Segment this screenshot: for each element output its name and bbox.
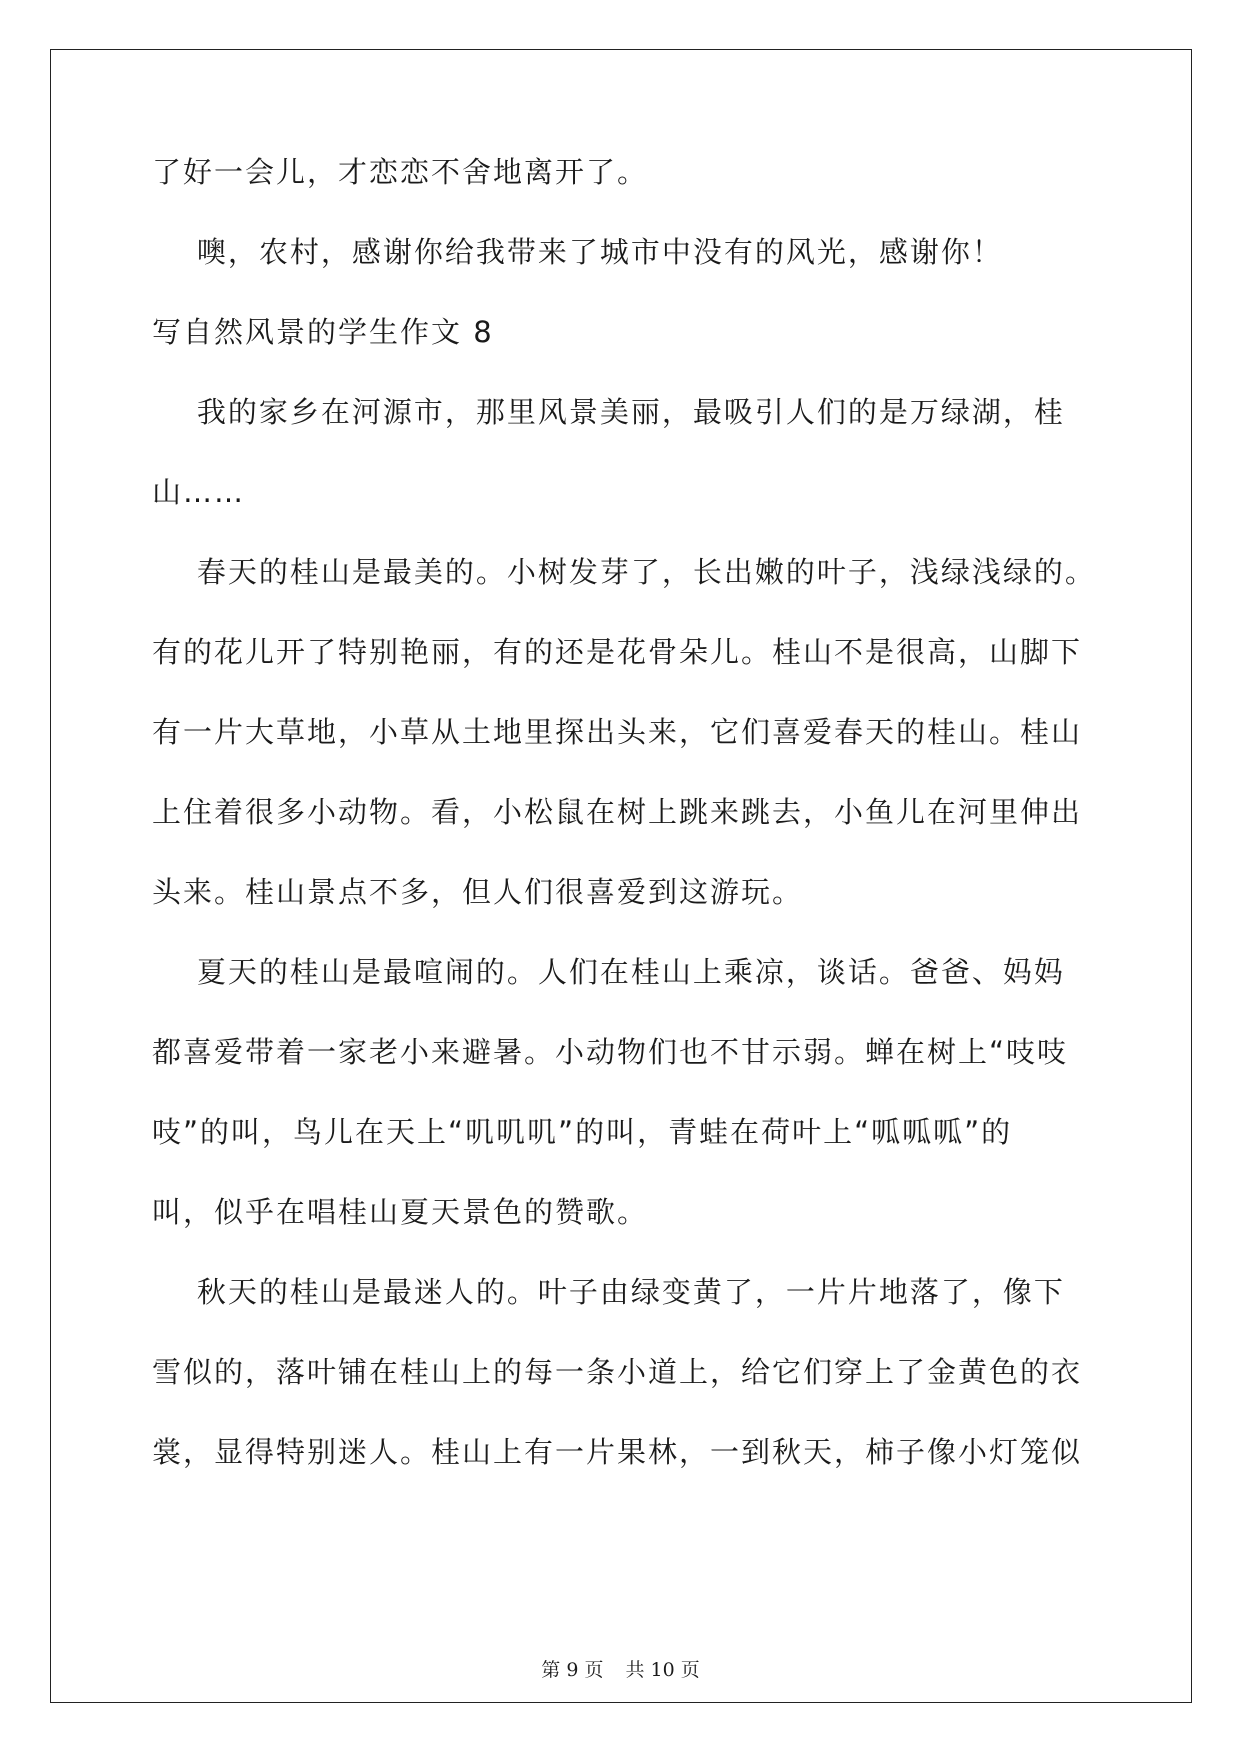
text-line: 山…… bbox=[152, 475, 246, 509]
text-line: 夏天的桂山是最喧闹的。人们在桂山上乘凉，谈话。爸爸、妈妈 bbox=[152, 955, 1065, 989]
page-number: 第 9 页 bbox=[541, 1659, 604, 1681]
page-total: 共 10 页 bbox=[625, 1659, 700, 1681]
text-line: 雪似的，落叶铺在桂山上的每一条小道上，给它们穿上了金黄色的衣 bbox=[152, 1355, 1083, 1389]
text-line: 春天的桂山是最美的。小树发芽了，长出嫩的叶子，浅绿浅绿的。 bbox=[152, 555, 1096, 589]
text-line: 噢，农村，感谢你给我带来了城市中没有的风光，感谢你！ bbox=[152, 235, 1003, 269]
text-line: 秋天的桂山是最迷人的。叶子由绿变黄了，一片片地落了，像下 bbox=[152, 1275, 1065, 1309]
text-line: 我的家乡在河源市，那里风景美丽，最吸引人们的是万绿湖，桂 bbox=[152, 395, 1065, 429]
text-line: 了好一会儿，才恋恋不舍地离开了。 bbox=[152, 155, 649, 189]
text-line: 都喜爱带着一家老小来避暑。小动物们也不甘示弱。蝉在树上“吱吱 bbox=[152, 1035, 1069, 1069]
text-line: 吱”的叫，鸟儿在天上“叽叽叽”的叫，青蛙在荷叶上“呱呱呱”的 bbox=[152, 1115, 1013, 1149]
text-line: 上住着很多小动物。看，小松鼠在树上跳来跳去，小鱼儿在河里伸出 bbox=[152, 795, 1083, 829]
page-footer bbox=[0, 1658, 1241, 1682]
section-heading: 写自然风景的学生作文 8 bbox=[152, 315, 494, 349]
text-line: 头来。桂山景点不多，但人们很喜爱到这游玩。 bbox=[152, 875, 804, 909]
text-line: 叫，似乎在唱桂山夏天景色的赞歌。 bbox=[152, 1195, 649, 1229]
text-line: 有一片大草地，小草从土地里探出头来，它们喜爱春天的桂山。桂山 bbox=[152, 715, 1083, 749]
text-line: 有的花儿开了特别艳丽，有的还是花骨朵儿。桂山不是很高，山脚下 bbox=[152, 635, 1083, 669]
text-line: 裳，显得特别迷人。桂山上有一片果林，一到秋天，柿子像小灯笼似 bbox=[152, 1435, 1083, 1469]
